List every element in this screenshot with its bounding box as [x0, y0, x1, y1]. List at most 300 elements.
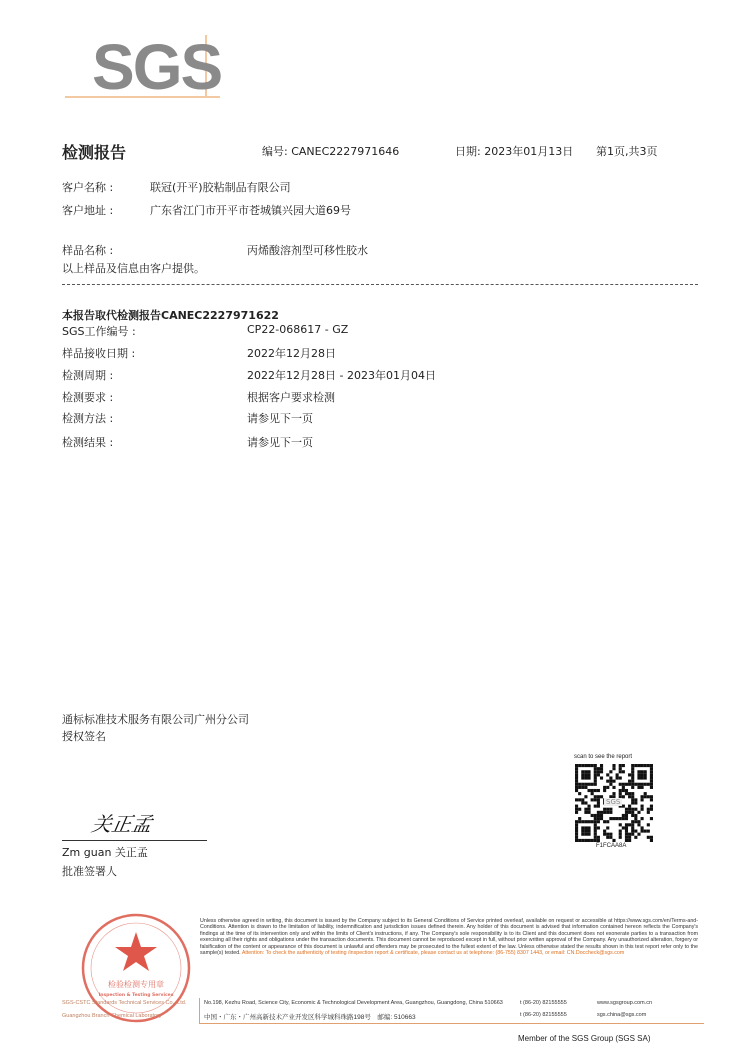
- qr-module: [628, 823, 631, 826]
- qr-module: [609, 808, 612, 811]
- client-address-label: 客户地址 :: [62, 204, 114, 217]
- qr-module: [591, 783, 594, 786]
- qr-module: [575, 783, 578, 786]
- qr-module: [612, 764, 615, 767]
- client-name: 联冠(开平)胶粘制品有限公司: [150, 181, 291, 194]
- qr-module: [628, 795, 631, 798]
- footer-line: [199, 1023, 704, 1024]
- qr-module: [584, 830, 587, 833]
- qr-module: [641, 776, 644, 779]
- qr-module: [631, 783, 634, 786]
- qr-module: [637, 811, 640, 814]
- qr-module: [619, 836, 622, 839]
- qr-module: [597, 814, 600, 817]
- qr-module: [612, 817, 615, 820]
- qr-module: [647, 764, 650, 767]
- detail-value: CP22-068617 - GZ: [247, 323, 349, 336]
- qr-module: [584, 820, 587, 823]
- detail-label: 检测周期 :: [62, 369, 114, 382]
- qr-module: [625, 783, 628, 786]
- member-text: Member of the SGS Group (SGS SA): [518, 1034, 651, 1043]
- qr-module: [578, 808, 581, 811]
- qr-module: [641, 783, 644, 786]
- qr-module: [594, 839, 597, 842]
- qr-module: [634, 764, 637, 767]
- qr-module: [603, 811, 606, 814]
- qr-module: [637, 820, 640, 823]
- qr-module: [625, 826, 628, 829]
- qr-module: [597, 817, 600, 820]
- qr-module: [575, 811, 578, 814]
- qr-module: [581, 798, 584, 801]
- report-title: 检测报告: [62, 143, 127, 162]
- detail-label: 样品接收日期 :: [62, 347, 136, 360]
- qr-module: [650, 770, 653, 773]
- qr-module: [606, 836, 609, 839]
- report-number: 编号: CANEC2227971646: [262, 145, 400, 158]
- qr-module: [600, 811, 603, 814]
- qr-module: [631, 833, 634, 836]
- qr-module: [628, 808, 631, 811]
- qr-module: [587, 770, 590, 773]
- qr-module: [584, 770, 587, 773]
- qr-module: [575, 780, 578, 783]
- qr-module: [575, 805, 578, 808]
- client-name-label: 客户名称 :: [62, 181, 114, 194]
- qr-module: [606, 780, 609, 783]
- qr-module: [591, 798, 594, 801]
- qr-module: [597, 836, 600, 839]
- footer-divider: [199, 998, 200, 1024]
- qr-module: [644, 773, 647, 776]
- qr-module: [625, 811, 628, 814]
- qr-module: [609, 770, 612, 773]
- qr-module: [603, 830, 606, 833]
- qr-module: [631, 826, 634, 829]
- qr-module: [631, 773, 634, 776]
- qr-module: [578, 820, 581, 823]
- disclaimer: [200, 918, 698, 956]
- sample-label: 样品名称 :: [62, 244, 114, 257]
- qr-module: [612, 786, 615, 789]
- qr-module: [575, 820, 578, 823]
- qr-module: [597, 820, 600, 823]
- qr-module: [622, 770, 625, 773]
- signature-line: [62, 840, 207, 841]
- qr-module: [575, 833, 578, 836]
- qr-module: [647, 811, 650, 814]
- qr-module: [641, 764, 644, 767]
- qr-module: [581, 830, 584, 833]
- qr-module: [637, 764, 640, 767]
- qr-module: [594, 836, 597, 839]
- qr-module: [650, 773, 653, 776]
- qr-module: [625, 830, 628, 833]
- qr-module: [622, 789, 625, 792]
- qr-module: [581, 826, 584, 829]
- stamp-lab-name: SGS-CSTC Standards Technical Services Co., Ltd.: [62, 1000, 187, 1006]
- qr-module: [641, 808, 644, 811]
- qr-module: [606, 811, 609, 814]
- qr-module: [644, 792, 647, 795]
- qr-module: [575, 773, 578, 776]
- qr-module: [650, 808, 653, 811]
- qr-module: [622, 786, 625, 789]
- qr-module: [603, 820, 606, 823]
- qr-module: [619, 823, 622, 826]
- sample-value: 丙烯酸溶剂型可移性胶水: [247, 244, 368, 257]
- qr-module: [612, 839, 615, 842]
- qr-module: [584, 826, 587, 829]
- qr-module: [622, 817, 625, 820]
- qr-module: [628, 836, 631, 839]
- qr-module: [619, 817, 622, 820]
- official-stamp: [75, 912, 197, 1024]
- qr-module: [609, 836, 612, 839]
- qr-module: [609, 783, 612, 786]
- qr-module: [575, 836, 578, 839]
- qr-module: [591, 789, 594, 792]
- qr-module: [594, 805, 597, 808]
- qr-module: [637, 783, 640, 786]
- qr-module: [634, 830, 637, 833]
- stamp-inner-text: 检验检测专用章: [108, 980, 164, 989]
- qr-module: [594, 833, 597, 836]
- detail-label: 检测要求 :: [62, 391, 114, 404]
- qr-module: [631, 776, 634, 779]
- qr-module: [612, 780, 615, 783]
- qr-module: [597, 773, 600, 776]
- qr-module: [634, 820, 637, 823]
- qr-module: [578, 786, 581, 789]
- qr-module: [600, 770, 603, 773]
- qr-module: [647, 783, 650, 786]
- qr-module: [581, 773, 584, 776]
- qr-module: [597, 798, 600, 801]
- signer-name: Zm guan 关正孟: [62, 846, 148, 859]
- qr-code-text: F1FCAA8A: [596, 843, 627, 849]
- detail-label: SGS工作编号 :: [62, 325, 136, 338]
- sample-note: 以上样品及信息由客户提供。: [62, 262, 205, 275]
- detail-value: 2022年12月28日 - 2023年01月04日: [247, 369, 436, 382]
- qr-module: [631, 801, 634, 804]
- qr-module: [631, 764, 634, 767]
- qr-module: [587, 839, 590, 842]
- qr-module: [581, 833, 584, 836]
- qr-module: [594, 798, 597, 801]
- qr-module: [634, 817, 637, 820]
- authorized-signature-label: 授权签名: [62, 730, 106, 743]
- qr-module: [631, 830, 634, 833]
- qr-module: [631, 767, 634, 770]
- qr-module: [641, 798, 644, 801]
- page-indicator: 第1页,共3页: [596, 145, 658, 158]
- qr-module: [594, 817, 597, 820]
- qr-module: [644, 776, 647, 779]
- qr-module: [587, 783, 590, 786]
- qr-module: [600, 795, 603, 798]
- qr-module: [628, 783, 631, 786]
- qr-module: [597, 839, 600, 842]
- qr-module: [637, 770, 640, 773]
- qr-module: [584, 773, 587, 776]
- qr-module: [641, 795, 644, 798]
- qr-module: [584, 795, 587, 798]
- divider: [62, 284, 698, 285]
- qr-module: [578, 839, 581, 842]
- qr-module: [581, 786, 584, 789]
- qr-module: [609, 817, 612, 820]
- qr-module: [594, 776, 597, 779]
- qr-module: [581, 801, 584, 804]
- qr-module: [619, 830, 622, 833]
- qr-module: [625, 792, 628, 795]
- qr-module: [631, 798, 634, 801]
- detail-value: 2022年12月28日: [247, 347, 336, 360]
- qr-module: [628, 839, 631, 842]
- qr-module: [584, 776, 587, 779]
- qr-module: [584, 801, 587, 804]
- qr-module: [587, 789, 590, 792]
- qr-module: [597, 789, 600, 792]
- qr-module: [584, 833, 587, 836]
- qr-module: [644, 764, 647, 767]
- telephone-1: t (86-20) 82155555: [520, 1000, 567, 1006]
- issuer-company: 通标标准技术服务有限公司广州分公司: [62, 713, 249, 726]
- qr-module: [644, 770, 647, 773]
- qr-module: [606, 786, 609, 789]
- website-link[interactable]: www.sgsgroup.com.cn: [597, 1000, 653, 1006]
- qr-module: [575, 764, 578, 767]
- qr-module: [575, 770, 578, 773]
- detail-label: 检测结果 :: [62, 436, 114, 449]
- qr-module: [575, 839, 578, 842]
- qr-module: [587, 808, 590, 811]
- qr-module: [625, 808, 628, 811]
- qr-module: [600, 776, 603, 779]
- qr-module: [619, 783, 622, 786]
- qr-module: [587, 811, 590, 814]
- stamp-lab-branch: Guangzhou Branch Chemical Laboratory: [62, 1013, 162, 1019]
- qr-module: [637, 823, 640, 826]
- qr-module: [600, 764, 603, 767]
- qr-module: [634, 836, 637, 839]
- qr-module: [603, 833, 606, 836]
- qr-module: [603, 789, 606, 792]
- qr-module: [650, 805, 653, 808]
- qr-module: [609, 780, 612, 783]
- qr-module: [622, 826, 625, 829]
- qr-module: [634, 814, 637, 817]
- qr-module: [644, 783, 647, 786]
- qr-module: [575, 789, 578, 792]
- qr-module: [597, 795, 600, 798]
- qr-center-logo: SGS: [606, 798, 621, 806]
- qr-module: [622, 814, 625, 817]
- qr-module: [587, 776, 590, 779]
- qr-module: [594, 789, 597, 792]
- qr-module: [581, 764, 584, 767]
- qr-module: [594, 773, 597, 776]
- qr-module: [628, 833, 631, 836]
- qr-module: [597, 767, 600, 770]
- qr-module: [625, 789, 628, 792]
- qr-module: [641, 770, 644, 773]
- qr-module: [637, 833, 640, 836]
- qr-module: [650, 836, 653, 839]
- qr-module: [641, 805, 644, 808]
- qr-module: [606, 808, 609, 811]
- qr-module: [594, 770, 597, 773]
- qr-caption: scan to see the report: [574, 754, 633, 760]
- qr-module: [594, 820, 597, 823]
- replace-note: 本报告取代检测报告CANEC2227971622: [62, 309, 279, 322]
- qr-module: [600, 817, 603, 820]
- qr-module: [584, 811, 587, 814]
- qr-module: [647, 836, 650, 839]
- qr-module: [597, 811, 600, 814]
- detail-value: 请参见下一页: [247, 412, 313, 425]
- qr-module: [619, 792, 622, 795]
- qr-module: [606, 820, 609, 823]
- qr-module: [647, 823, 650, 826]
- qr-module: [597, 801, 600, 804]
- qr-module: [612, 767, 615, 770]
- qr-module: [587, 830, 590, 833]
- qr-module: [581, 820, 584, 823]
- qr-module: [631, 770, 634, 773]
- qr-module: [587, 820, 590, 823]
- qr-module: [600, 767, 603, 770]
- stamp-inner-en: Inspection & Testing Services: [98, 993, 174, 998]
- qr-module: [650, 798, 653, 801]
- qr-module: [616, 817, 619, 820]
- qr-module: [575, 786, 578, 789]
- qr-module: [634, 808, 637, 811]
- qr-module: [575, 776, 578, 779]
- detail-label: 检测方法 :: [62, 412, 114, 425]
- client-address: 广东省江门市开平市苍城镇兴园大道69号: [150, 204, 351, 217]
- qr-module: [647, 808, 650, 811]
- qr-module: [575, 767, 578, 770]
- sgs-logo: SGS: [92, 31, 222, 103]
- qr-module: [637, 786, 640, 789]
- qr-module: [619, 789, 622, 792]
- signer-role: 批准签署人: [62, 865, 117, 878]
- qr-module: [641, 826, 644, 829]
- qr-module: [578, 798, 581, 801]
- qr-module: [597, 805, 600, 808]
- qr-module: [581, 783, 584, 786]
- qr-module: [619, 764, 622, 767]
- qr-module: [628, 805, 631, 808]
- qr-module: [594, 826, 597, 829]
- qr-module: [619, 833, 622, 836]
- detail-value: 请参见下一页: [247, 436, 313, 449]
- qr-module: [594, 814, 597, 817]
- qr-module: [584, 808, 587, 811]
- qr-module: [641, 786, 644, 789]
- qr-module: [631, 811, 634, 814]
- qr-module: [578, 792, 581, 795]
- qr-module: [647, 795, 650, 798]
- qr-module: [647, 830, 650, 833]
- qr-module: [637, 773, 640, 776]
- email-link[interactable]: sgs.china@sgs.com: [597, 1012, 647, 1018]
- qr-module: [575, 798, 578, 801]
- qr-module: [594, 767, 597, 770]
- address-chinese: 中国・广东・广州高新技术产业开发区科学城科珠路198号 邮编: 510663: [204, 1014, 416, 1021]
- qr-module: [587, 826, 590, 829]
- qr-module: [606, 833, 609, 836]
- qr-module: [650, 780, 653, 783]
- qr-module: [597, 770, 600, 773]
- qr-module: [625, 839, 628, 842]
- qr-module: [628, 780, 631, 783]
- qr-module: [650, 786, 653, 789]
- telephone-2: t (86-20) 82155555: [520, 1012, 567, 1018]
- qr-module: [631, 808, 634, 811]
- qr-module: [650, 795, 653, 798]
- handwritten-signature: 关正孟: [89, 812, 154, 836]
- qr-module: [619, 767, 622, 770]
- qr-module: [581, 839, 584, 842]
- qr-module: [619, 770, 622, 773]
- qr-module: [587, 805, 590, 808]
- qr-module: [631, 823, 634, 826]
- qr-module: [594, 795, 597, 798]
- qr-module: [603, 808, 606, 811]
- qr-module: [631, 795, 634, 798]
- qr-module: [650, 839, 653, 842]
- qr-module: [587, 833, 590, 836]
- qr-module: [634, 801, 637, 804]
- qr-module: [644, 795, 647, 798]
- qr-module: [631, 820, 634, 823]
- qr-module: [594, 780, 597, 783]
- qr-module: [622, 783, 625, 786]
- qr-module: [594, 823, 597, 826]
- qr-module: [591, 792, 594, 795]
- qr-module: [631, 786, 634, 789]
- qr-module: [591, 814, 594, 817]
- qr-module: [594, 783, 597, 786]
- qr-module: [575, 808, 578, 811]
- qr-module: [591, 764, 594, 767]
- qr-module: [584, 839, 587, 842]
- qr-module: [650, 783, 653, 786]
- qr-module: [578, 783, 581, 786]
- qr-module: [597, 826, 600, 829]
- qr-module: [628, 792, 631, 795]
- qr-module: [631, 780, 634, 783]
- qr-module: [625, 823, 628, 826]
- qr-module: [612, 792, 615, 795]
- qr-module: [641, 830, 644, 833]
- qr-module: [628, 811, 631, 814]
- qr-module: [625, 817, 628, 820]
- disclaimer-text: Unless otherwise agreed in writing, this document is issued by the Company subject to its General Conditions of Service printed overleaf, available on request or accessible at https://www.sgs.com/en/Terms-and-Conditions. Attention is drawn to the limitation of liability, indemnification and jurisdiction issues defined therein. Any holder of this document is advised that information contained hereon reflects the Company's findings at the time of its intervention only and within the limits of Client's instructions, if any. The Company's sole responsibility is to its Client and this document does not exonerate parties to a transaction from exercising all their rights and obligations under the transaction documents. This document cannot be reproduced except in full, without prior written approval of the Company. Any unauthorized alteration, forgery or falsification of the content or appearance of this document is unlawful and offenders may be prosecuted to the fullest extent of the law. Unless otherwise stated the results shown in this test report refer only to the sample(s) tested.: [200, 918, 698, 957]
- qr-module: [609, 833, 612, 836]
- qr-module: [625, 833, 628, 836]
- qr-module: [650, 817, 653, 820]
- qr-module: [619, 776, 622, 779]
- qr-module: [625, 814, 628, 817]
- authenticity-attention: Attention: To check the authenticity of testing /inspection report & certificate, please contact us at telephone: (86-755) 8307 1443, or email: CN.Doccheck@sgs.com: [241, 950, 625, 957]
- qr-module: [609, 776, 612, 779]
- qr-module: [641, 817, 644, 820]
- qr-module: [634, 798, 637, 801]
